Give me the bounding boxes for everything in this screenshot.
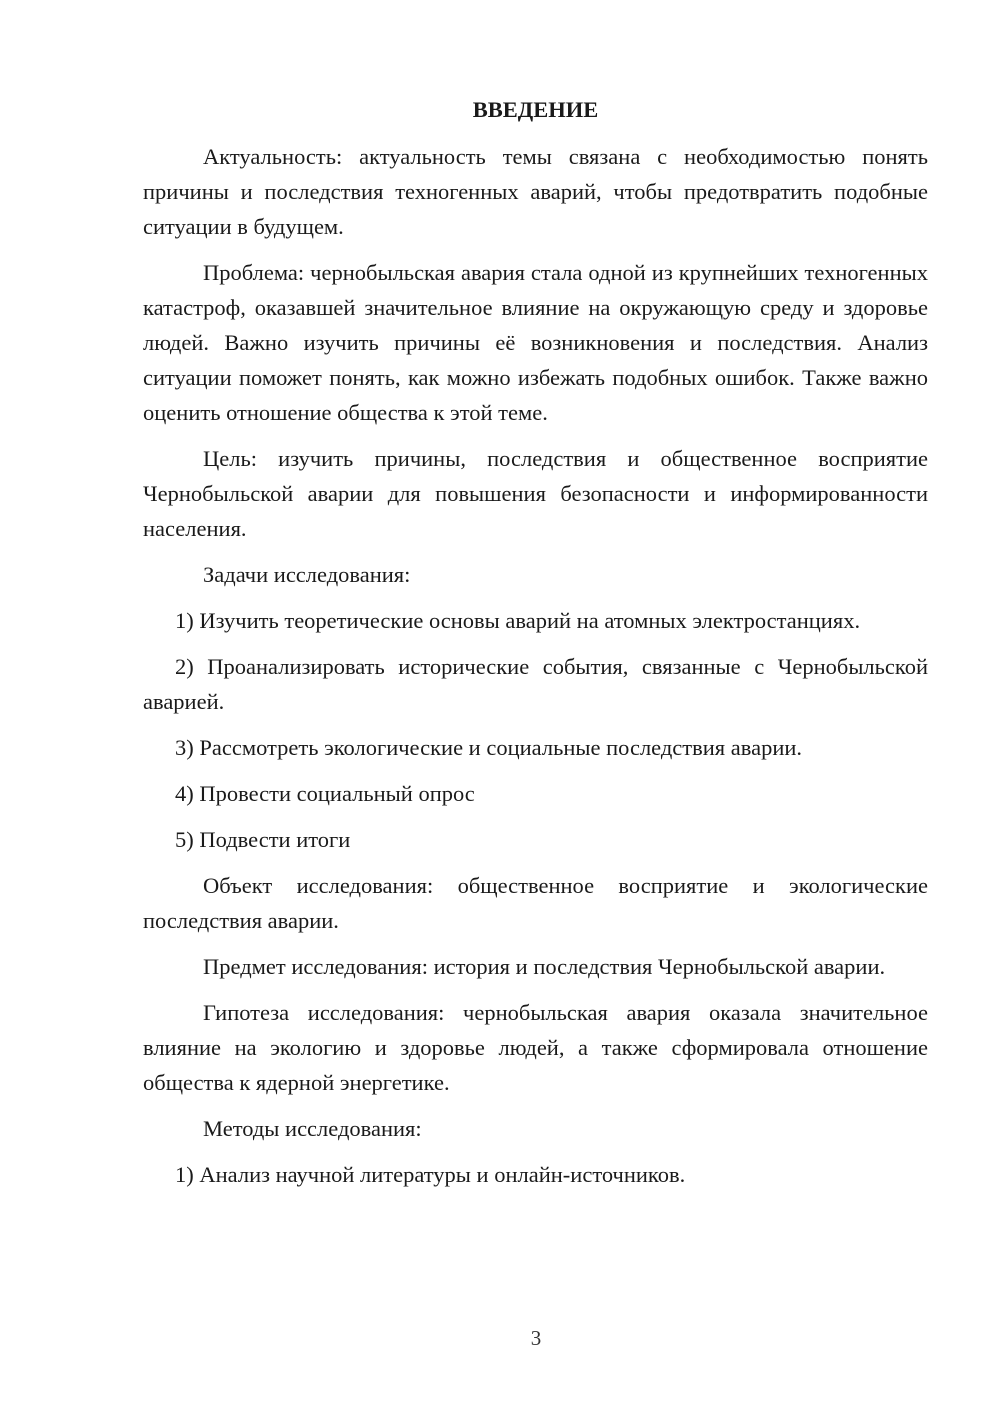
method-item-1: 1) Анализ научной литературы и онлайн-источников. <box>175 1162 686 1187</box>
paragraph-goal: Цель: изучить причины, последствия и общественное восприятие Чернобыльской аварии для повышения безопасности и информированности населения. <box>143 446 928 541</box>
task-item-1: 1) Изучить теоретические основы аварий на атомных электростанциях. <box>175 608 861 633</box>
paragraph-relevance: Актуальность: актуальность темы связана с необходимостью понять причины и последствия техногенных аварий, чтобы предотвратить подобные ситуации в будущем. <box>143 144 928 239</box>
paragraph-tasks-heading: Задачи исследования: <box>203 562 411 587</box>
paragraph-problem: Проблема: чернобыльская авария стала одной из крупнейших техногенных катастроф, оказавшей значительное влияние на окружающую среду и здоровье людей. Важно изучить причины её возникновения и последствия. Анализ ситуации поможет понять, как можно избежать подобных ошибок. Также важно оценить отношение общества к этой теме. <box>143 260 928 425</box>
task-item-2: 2) Проанализировать исторические события, связанные с Чернобыльской аварией. <box>143 654 928 714</box>
page-number: 3 <box>530 1326 542 1350</box>
paragraph-subject: Предмет исследования: история и последствия Чернобыльской аварии. <box>203 954 886 979</box>
paragraph-object: Объект исследования: общественное восприятие и экологические последствия аварии. <box>143 873 928 933</box>
paragraph-methods-heading: Методы исследования: <box>203 1116 422 1141</box>
paragraph-hypothesis: Гипотеза исследования: чернобыльская авария оказала значительное влияние на экологию и здоровье людей, а также сформировала отношение общества к ядерной энергетике. <box>143 1000 928 1095</box>
task-item-5: 5) Подвести итоги <box>175 827 351 852</box>
section-title: ВВЕДЕНИЕ <box>472 97 599 122</box>
task-item-3: 3) Рассмотреть экологические и социальные последствия аварии. <box>175 735 803 760</box>
document-page <box>143 94 928 1203</box>
task-item-4: 4) Провести социальный опрос <box>175 781 475 806</box>
